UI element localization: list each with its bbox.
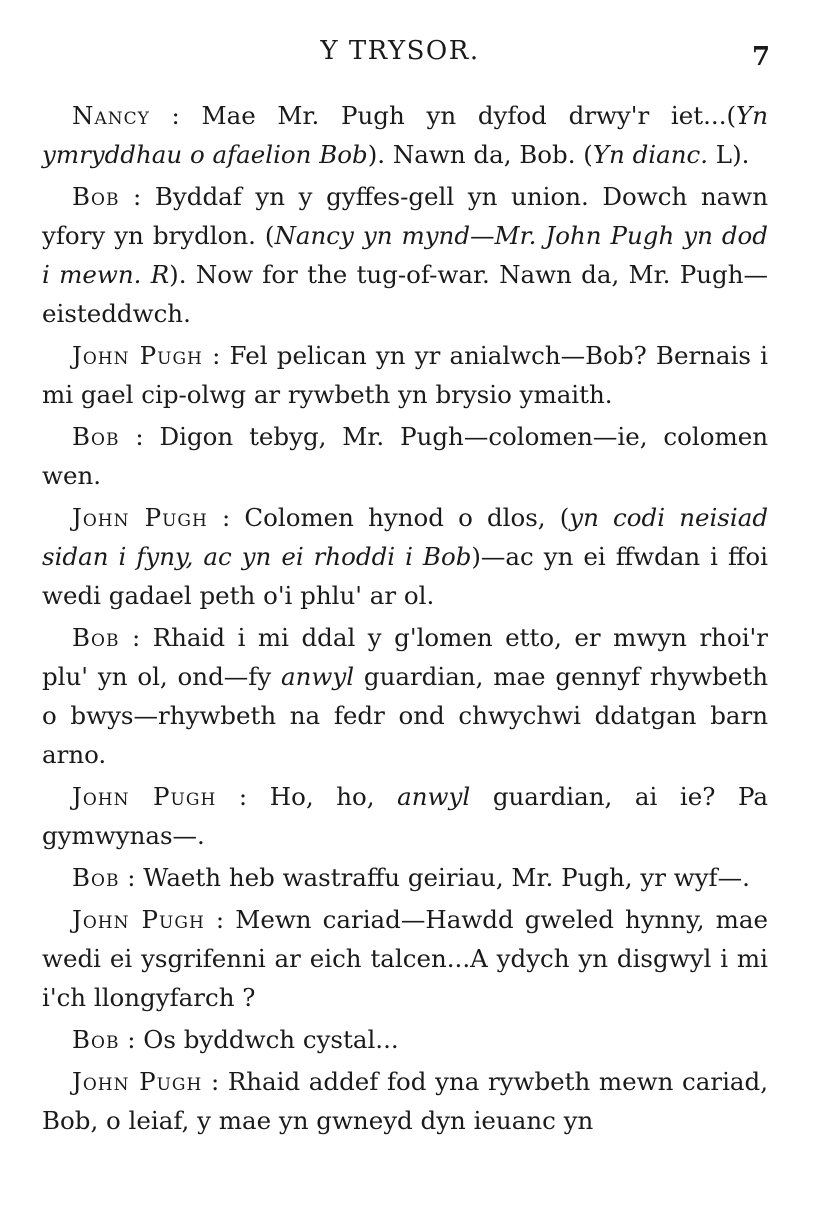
dialogue-text: : Digon tebyg, Mr. Pugh—colomen—ie, colomen wen. (42, 422, 768, 490)
dialogue-paragraph (42, 498, 768, 615)
stage-direction: Yn dianc. (592, 140, 709, 169)
dialogue-text: guardian, mae gennyf rhywbeth o bwys—rhywbeth na fedr ond chwychwi ddatgan barn arno. (42, 662, 768, 769)
dialogue-text: : Os byddwch cystal... (119, 1025, 399, 1054)
dialogue-text: )—ac yn ei ffwdan i ffoi wedi gadael peth o'i phlu' ar ol. (42, 542, 768, 610)
speaker-name: Bob (72, 182, 120, 211)
speaker-name: Bob (72, 863, 120, 892)
dialogue-paragraph (42, 618, 768, 774)
speaker-name: John Pugh (72, 905, 205, 934)
stage-direction: anwyl (397, 782, 471, 811)
speaker-name: Bob (72, 1025, 120, 1054)
speaker-name: Bob (72, 422, 120, 451)
dialogue-text: ). Now for the tug-of-war. Nawn da, Mr. Pugh—eisteddwch. (42, 260, 768, 328)
speaker-name: John Pugh (72, 503, 208, 532)
dialogue-paragraph (42, 177, 768, 333)
speaker-name: Bob (72, 623, 120, 652)
dialogue-text: : Rhaid i mi ddal y g'lomen etto, er mwyn rhoi'r plu' yn ol, ond—fy (42, 623, 768, 691)
dialogue-text: : Mae Mr. Pugh yn dyfod drwy'r iet...( (149, 101, 737, 130)
stage-direction: anwyl (281, 662, 355, 691)
dialogue-paragraph (42, 1062, 768, 1140)
dialogue-paragraph (42, 858, 768, 897)
dialogue-text: : Byddaf yn y gyffes-gell yn union. Dowch nawn yfory yn brydlon. ( (42, 182, 768, 250)
play-dialogue (42, 96, 768, 1143)
running-title: Y TRYSOR. (320, 36, 480, 66)
dialogue-text: ). Nawn da, Bob. ( (367, 140, 593, 169)
dialogue-text: : Waeth heb wastraffu geiriau, Mr. Pugh, yr wyf—. (119, 863, 750, 892)
page-number: 7 (752, 42, 771, 72)
speaker-name: John Pugh (72, 782, 217, 811)
dialogue-text: : Colomen hynod o dlos, ( (207, 503, 570, 532)
stage-direction: yn codi neisiad sidan i fyny, ac yn ei rhoddi i Bob (42, 503, 769, 571)
dialogue-text: : Mewn cariad—Hawdd gweled hynny, mae wedi ei ysgrifenni ar eich talcen...A ydych yn disgwyl i mi i'ch llongyfarch ? (42, 905, 768, 1012)
dialogue-paragraph (42, 96, 768, 174)
dialogue-text: guardian, ai ie? Pa gymwynas—. (42, 782, 768, 850)
stage-direction: Nancy yn mynd—Mr. John Pugh yn dod i mewn. R (42, 221, 768, 289)
speaker-name: John Pugh (72, 1067, 203, 1096)
dialogue-text: : Ho, ho, (216, 782, 398, 811)
speaker-name: John Pugh (72, 341, 203, 370)
dialogue-paragraph (42, 336, 768, 414)
speaker-name: Nancy (72, 101, 150, 130)
stage-direction: Yn ymryddhau o afaelion Bob (42, 101, 768, 169)
dialogue-paragraph (42, 1020, 768, 1059)
dialogue-paragraph (42, 900, 768, 1017)
dialogue-text: : Rhaid addef fod yna rywbeth mewn cariad, Bob, o leiaf, y mae yn gwneyd dyn ieuanc yn (42, 1067, 768, 1135)
page-header (0, 36, 820, 76)
dialogue-paragraph (42, 417, 768, 495)
dialogue-paragraph (42, 777, 768, 855)
dialogue-text: : Fel pelican yn yr anialwch—Bob? Bernais i mi gael cip-olwg ar rywbeth yn brysio ymaith. (42, 341, 768, 409)
dialogue-text: L). (708, 140, 750, 169)
